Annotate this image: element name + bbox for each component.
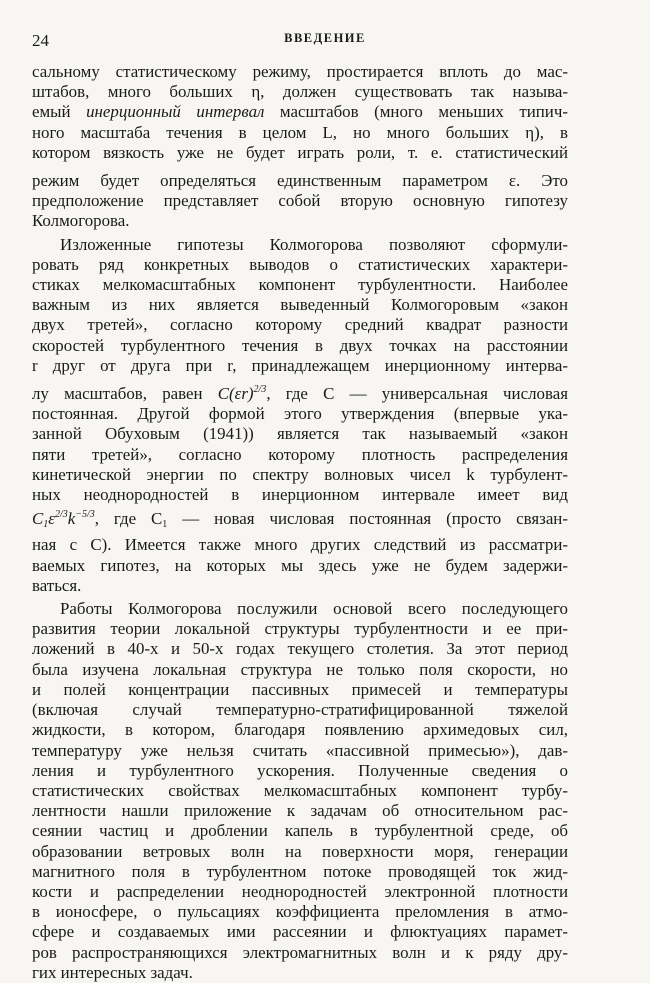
text-fragment: емый — [32, 102, 71, 122]
text-line: образовании ветровых волн на поверхности моря, генерации — [32, 841, 568, 861]
text-fragment: лу масштабов, равен — [32, 384, 203, 404]
text-line: ваться. — [32, 575, 82, 595]
formula-exponent: 2/3 — [54, 509, 68, 521]
text-line: котором вязкость уже не будет играть роли, т. е. статистический — [32, 142, 568, 162]
text-line: занной Обуховым (1941)) является так называемый «закон — [32, 424, 568, 444]
formula-symbol: ε — [48, 509, 55, 529]
text-line: лентности нашли приложение к задачам об относительном рас- — [32, 801, 568, 821]
text-line: температуру уже нельзя считать «пассивной примесью»), дав- — [32, 740, 568, 760]
text-line: сеянии частиц и дроблении капель в турбулентной среде, об — [32, 821, 568, 841]
formula-base: C(εr) — [217, 384, 254, 404]
text-line: магнитного поля в турбулентном потоке проводящей ток жид- — [32, 861, 568, 881]
text-line: ная с C). Имеется также много других следствий из рассматри- — [32, 535, 568, 555]
text-line: пяти третей», согласно которому плотность распределения — [32, 444, 568, 464]
text-fragment: , где C — [94, 509, 163, 529]
text-fragment: масштабов (много меньших типич- — [279, 102, 568, 122]
page-number: 24 — [32, 31, 49, 50]
text-line — [32, 102, 568, 122]
formula-subscript: 1 — [43, 519, 49, 531]
text-line: Колмогорова. — [32, 211, 130, 231]
text-line: ного масштаба течения в целом L, но много больших η), в — [32, 122, 568, 142]
text-line: кости и распределении неоднородностей электронной плотности — [32, 881, 568, 901]
text-line: ваемых гипотез, на которых мы здесь уже не будем задержи- — [32, 555, 568, 575]
text-fragment: , где C — универсальная числовая — [266, 384, 568, 404]
formula-symbol: k — [67, 509, 76, 529]
text-line: штабов, много больших η, должен существовать так называ- — [32, 82, 568, 102]
formula-subscript: 1 — [162, 519, 168, 531]
text-line: кинетической энергии по спектру волновых чисел k турбулент- — [32, 464, 568, 484]
text-line: Изложенные гипотезы Колмогорова позволяют сформули- — [60, 234, 568, 254]
text-line: скоростей турбулентного течения в двух точках на расстоянии — [32, 335, 568, 355]
text-line: статистических свойствах мелкомасштабных компонент турбу- — [32, 780, 568, 800]
text-fragment: — новая числовая постоянная (просто связан- — [167, 509, 568, 529]
text-line: и полей концентрации пассивных примесей и температуры — [32, 679, 568, 699]
text-line: гих интересных задач. — [32, 962, 193, 982]
text-line: в ионосфере, о пульсациях коэффициента преломления в атмо- — [32, 902, 568, 922]
text-line-formula — [32, 505, 568, 535]
text-line: важным из них является выведенный Колмогоровым «закон — [32, 295, 568, 315]
text-line: сфере и создаваемых ими рассеянии и флюктуациях парамет- — [32, 922, 568, 942]
body-text — [32, 62, 568, 983]
text-line: r друг от друга при r, принадлежащем инерционному интерва- — [32, 355, 568, 375]
text-line-formula — [32, 380, 568, 404]
formula-five-thirds — [32, 509, 95, 531]
text-line: ложений в 40-х и 50-х годах текущего столетия. За этот период — [32, 639, 568, 659]
text-line: ров распространяющихся электромагнитных волн и к ряду дру- — [32, 942, 568, 962]
text-line: предположение представляет собой вторую основную гипотезу — [32, 191, 568, 211]
text-line: жидкости, в котором, благодаря появлению архимедовых сил, — [32, 720, 568, 740]
text-line: режим будет определяться единственным параметром ε. Это — [32, 171, 568, 191]
formula-two-thirds — [218, 384, 267, 403]
text-line: была изучена локальная структура не только поля скорости, но — [32, 659, 568, 679]
text-line: сальному статистическому режиму, простирается вплоть до мас- — [32, 62, 568, 81]
text-line: стиках мелкомасштабных компонент турбулентности. Наиболее — [32, 275, 568, 295]
text-line: ных неоднородностей в инерционном интервале имеет вид — [32, 485, 568, 505]
formula-exponent: −5/3 — [75, 509, 95, 521]
text-line: двух третей», согласно которому средний квадрат разности — [32, 315, 568, 335]
text-line: постоянная. Другой формой этого утверждения (впервые ука- — [32, 404, 568, 424]
text-line: ровать ряд конкретных выводов о статистических характери- — [32, 254, 568, 274]
running-title: ВВЕДЕНИЕ — [284, 31, 366, 45]
text-line: развития теории локальной структуры турбулентности и ее при- — [32, 619, 568, 639]
formula-symbol: C — [32, 509, 44, 529]
text-line: Работы Колмогорова послужили основой всего последующего — [60, 599, 568, 619]
term-inertial-interval: инерционный интервал — [86, 102, 265, 122]
text-line: (включая случай температурно-стратифицированной тяжелой — [32, 700, 568, 720]
text-line: ления и турбулентного ускорения. Полученные сведения о — [32, 760, 568, 780]
formula-exponent: 2/3 — [253, 384, 267, 396]
